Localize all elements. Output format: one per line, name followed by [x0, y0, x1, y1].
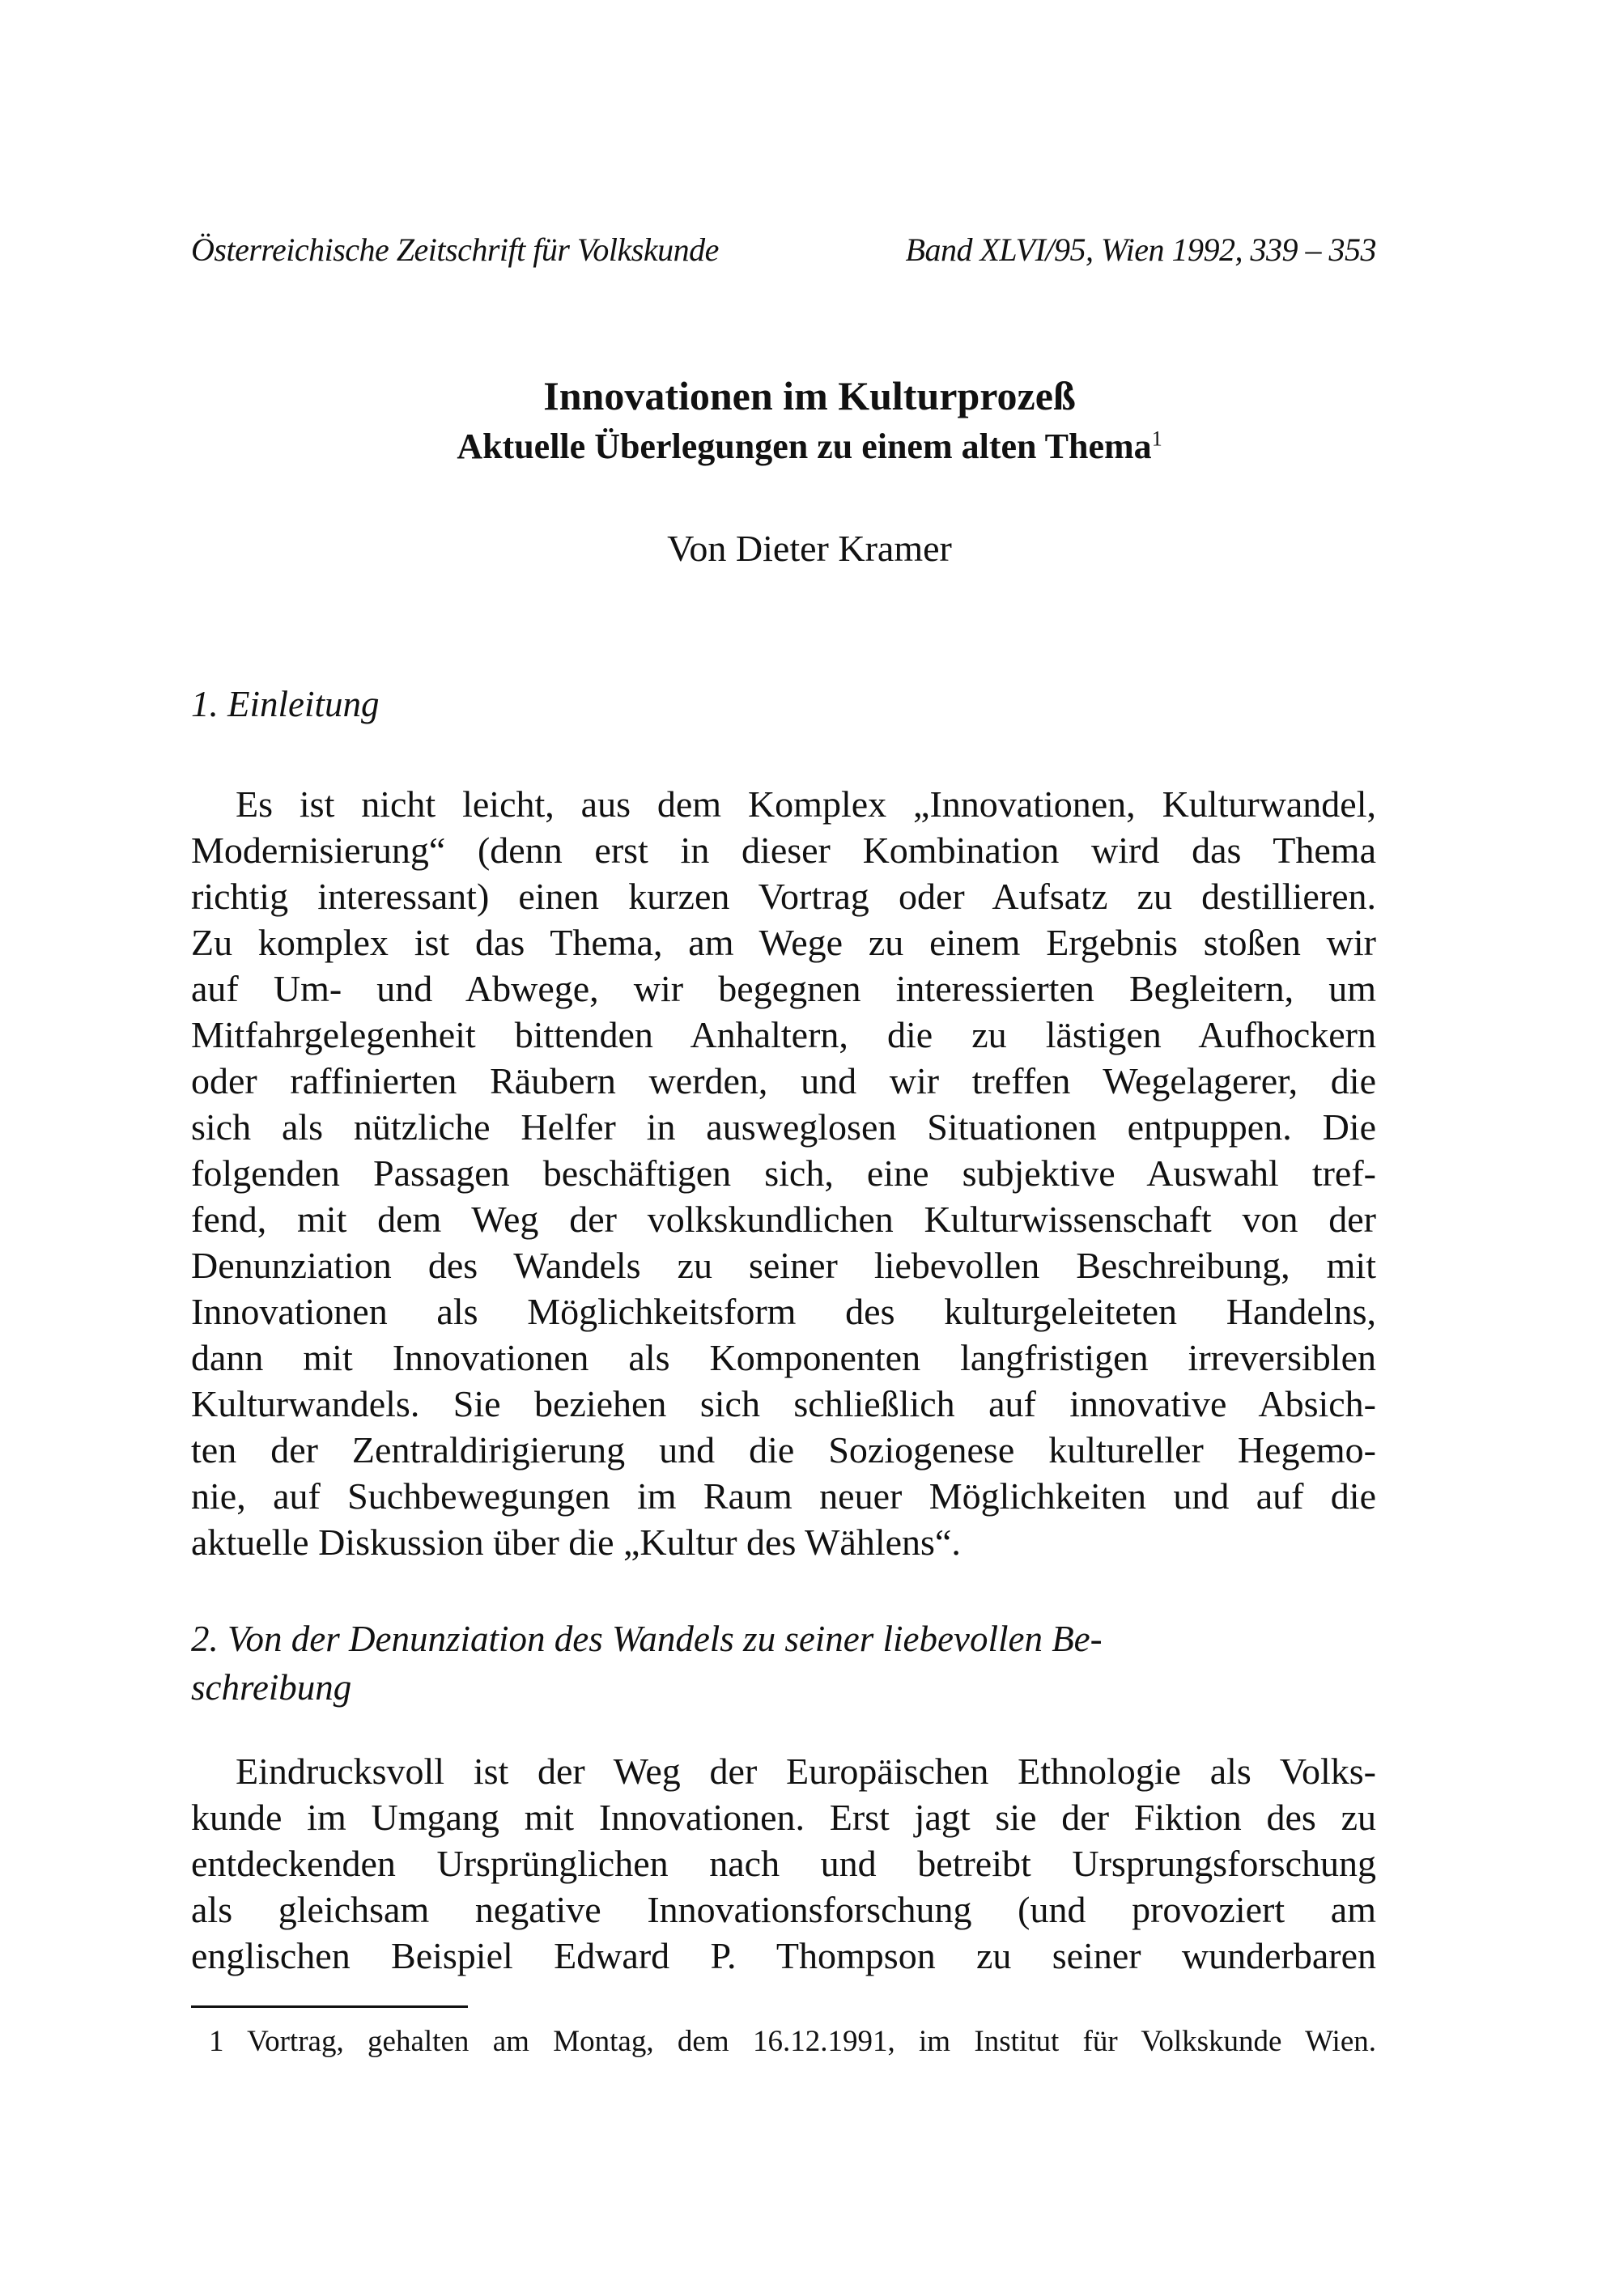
author-line: Von Dieter Kramer: [667, 528, 952, 569]
text-line: nie, auf Suchbewegungen im Raum neuer Möglichkeiten und auf die: [191, 1475, 1376, 1517]
text-line: dann mit Innovationen als Komponenten langfristigen irreversiblen: [191, 1337, 1376, 1378]
text-line: Mitfahrgelegenheit bittenden Anhaltern, die zu lästigen Aufhockern: [191, 1014, 1376, 1055]
text-line: Denunziation des Wandels zu seiner liebevollen Beschreibung, mit: [191, 1245, 1376, 1286]
running-header: [191, 231, 1376, 269]
article-title: Innovationen im Kulturprozeß: [543, 373, 1076, 418]
text-line: Kulturwandels. Sie beziehen sich schließlich auf innovative Absich-: [191, 1383, 1376, 1424]
text-line: englischen Beispiel Edward P. Thompson zu seiner wunderbaren: [191, 1935, 1376, 1976]
section-heading-1: 1. Einleitung: [191, 684, 380, 724]
text-line: Eindrucksvoll ist der Weg der Europäischen Ethnologie als Volks-: [236, 1751, 1376, 1792]
text-line: Zu komplex ist das Thema, am Wege zu einem Ergebnis stoßen wir: [191, 922, 1376, 963]
text-line: kunde im Umgang mit Innovationen. Erst jagt sie der Fiktion des zu: [191, 1797, 1376, 1838]
text-line: richtig interessant) einen kurzen Vortrag oder Aufsatz zu destillieren.: [191, 876, 1376, 917]
text-line: sich als nützliche Helfer in ausweglosen Situationen entpuppen. Die: [191, 1106, 1376, 1148]
text-line: Es ist nicht leicht, aus dem Komplex „Innovationen, Kulturwandel,: [236, 783, 1376, 825]
text-line: fend, mit dem Weg der volkskundlichen Kulturwissenschaft von der: [191, 1199, 1376, 1240]
footnote: 1 Vortrag, gehalten am Montag, dem 16.12.1991, im Institut für Volkskunde Wien.: [209, 2025, 1376, 2058]
section-heading-2-line: 2. Von der Denunziation des Wandels zu seiner liebevollen Be-: [191, 1619, 1103, 1659]
section-heading-2-line: schreibung: [191, 1667, 352, 1708]
section-heading-2: [191, 1615, 1376, 1712]
text-line: Innovationen als Möglichkeitsform des kulturgeleiteten Handelns,: [191, 1291, 1376, 1332]
subtitle-text: Aktuelle Überlegungen zu einem alten Thema: [457, 427, 1152, 466]
footnote-mark: 1: [1151, 427, 1162, 451]
text-line: als gleichsam negative Innovationsforschung (und provoziert am: [191, 1889, 1376, 1930]
paragraph-introduction: [191, 781, 1376, 1565]
text-line: folgenden Passagen beschäftigen sich, eine subjektive Auswahl tref-: [191, 1152, 1376, 1194]
text-line: entdeckenden Ursprünglichen nach und betreibt Ursprungsforschung: [191, 1843, 1376, 1884]
paragraph-section-2: [191, 1748, 1376, 1979]
volume-info: Band XLVI/95, Wien 1992, 339 – 353: [905, 231, 1376, 268]
text-line: auf Um- und Abwege, wir begegnen interessierten Begleitern, um: [191, 968, 1376, 1009]
text-line: ten der Zentraldirigierung und die Soziogenese kultureller Hegemo-: [191, 1429, 1376, 1471]
text-line: oder raffinierten Räubern werden, und wir treffen Wegelagerer, die: [191, 1060, 1376, 1101]
text-line: Modernisierung“ (denn erst in dieser Kombination wird das Thema: [191, 830, 1376, 871]
text-line: aktuelle Diskussion über die „Kultur des Wählens“.: [191, 1521, 961, 1563]
footnote-divider: [191, 2005, 468, 2008]
journal-name: Österreichische Zeitschrift für Volkskunde: [191, 231, 719, 268]
article-subtitle: [0, 425, 1619, 469]
